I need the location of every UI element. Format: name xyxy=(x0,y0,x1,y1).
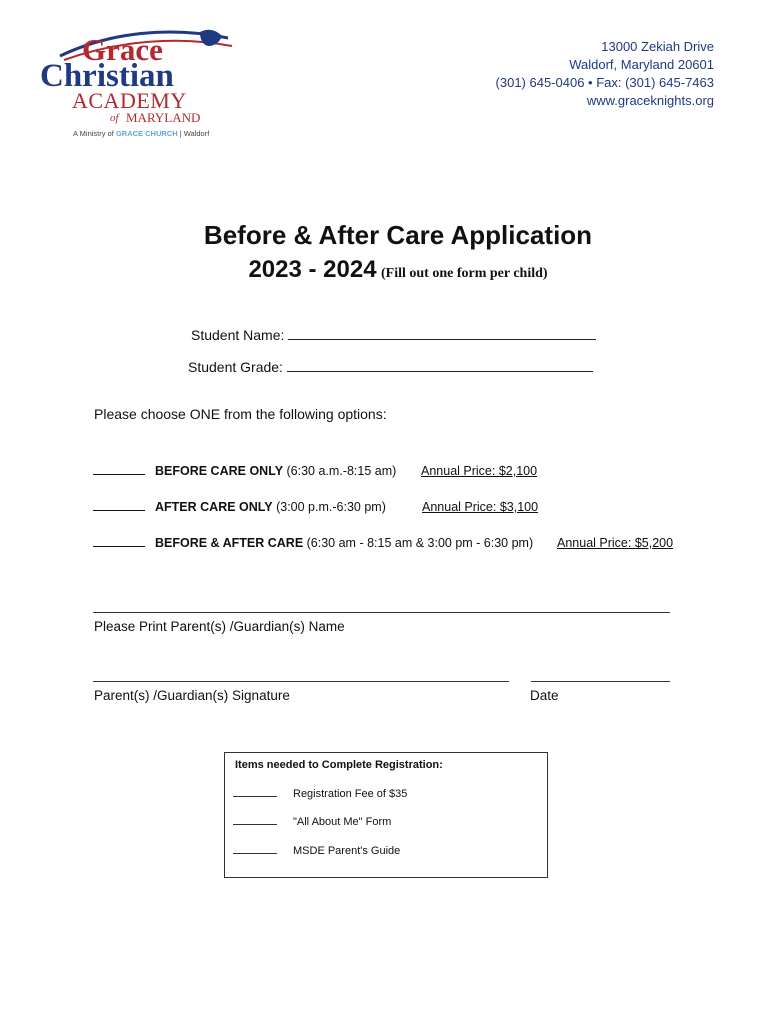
option-hours: (6:30 a.m.-8:15 am) xyxy=(286,464,397,478)
address-city: Waldorf, Maryland 20601 xyxy=(569,57,714,72)
item-blank[interactable] xyxy=(233,796,277,797)
item-msde-guide[interactable] xyxy=(233,845,400,857)
ministry-church: GRACE CHURCH xyxy=(115,129,178,138)
option-before-care[interactable] xyxy=(93,464,396,478)
option-label: BEFORE CARE ONLY xyxy=(155,464,284,478)
item-blank[interactable] xyxy=(233,824,277,825)
item-label: "All About Me" Form xyxy=(293,816,392,828)
option-blank[interactable] xyxy=(93,474,145,475)
signature-caption: Parent(s) /Guardian(s) Signature xyxy=(94,688,290,703)
student-name-line[interactable] xyxy=(288,325,596,340)
option-blank[interactable] xyxy=(93,510,145,511)
date-line[interactable] xyxy=(531,681,670,682)
options-prompt: Please choose ONE from the following options: xyxy=(94,406,387,422)
page-title: Before & After Care Application xyxy=(203,220,593,250)
ministry-tagline xyxy=(73,129,209,138)
registration-items-box xyxy=(224,752,548,878)
item-all-about-me[interactable] xyxy=(233,816,391,828)
items-title: Items needed to Complete Registration: xyxy=(235,759,443,771)
school-logo xyxy=(30,24,230,144)
option-label: BEFORE & AFTER CARE xyxy=(155,536,304,550)
option-price: Annual Price: $5,200 xyxy=(557,536,674,550)
school-year: 2023 - 2024 xyxy=(248,256,377,283)
option-hours: (6:30 am - 8:15 am & 3:00 pm - 6:30 pm) xyxy=(306,536,534,550)
student-grade-label: Student Grade: xyxy=(188,359,283,375)
school-address xyxy=(496,38,714,110)
ministry-prefix: A Ministry of xyxy=(73,129,114,138)
parent-name-line[interactable] xyxy=(93,612,670,613)
date-caption: Date xyxy=(530,688,559,703)
student-grade-line[interactable] xyxy=(287,357,593,372)
logo-academy: ACADEMY xyxy=(72,88,187,113)
signature-line[interactable] xyxy=(93,681,509,682)
student-name-label: Student Name: xyxy=(191,327,285,343)
option-hours: (3:00 p.m.-6:30 pm) xyxy=(276,500,386,514)
option-price: Annual Price: $3,100 xyxy=(422,500,539,514)
option-price: Annual Price: $2,100 xyxy=(421,464,538,478)
logo-grace: Grace xyxy=(82,32,163,67)
item-label: MSDE Parent's Guide xyxy=(293,845,401,857)
page-subtitle xyxy=(0,256,770,284)
address-street: 13000 Zekiah Drive xyxy=(601,39,714,54)
parent-name-caption: Please Print Parent(s) /Guardian(s) Name xyxy=(94,619,345,634)
option-blank[interactable] xyxy=(93,546,145,547)
item-blank[interactable] xyxy=(233,853,277,854)
item-registration-fee[interactable] xyxy=(233,788,407,800)
student-grade-field[interactable] xyxy=(188,357,593,375)
address-web[interactable]: www.graceknights.org xyxy=(586,93,714,108)
logo-maryland: MARYLAND xyxy=(126,110,201,125)
logo-christian: Christian xyxy=(40,58,174,94)
ministry-suffix: | Waldorf xyxy=(179,129,210,138)
logo-of: of xyxy=(110,112,119,124)
option-label: AFTER CARE ONLY xyxy=(155,500,273,514)
address-phone: (301) 645-0406 • Fax: (301) 645-7463 xyxy=(495,75,714,90)
option-after-care[interactable] xyxy=(93,500,386,514)
item-label: Registration Fee of $35 xyxy=(293,788,408,800)
option-before-after-care[interactable] xyxy=(93,536,533,550)
student-name-field[interactable] xyxy=(191,325,596,343)
form-note: (Fill out one form per child) xyxy=(381,266,548,281)
